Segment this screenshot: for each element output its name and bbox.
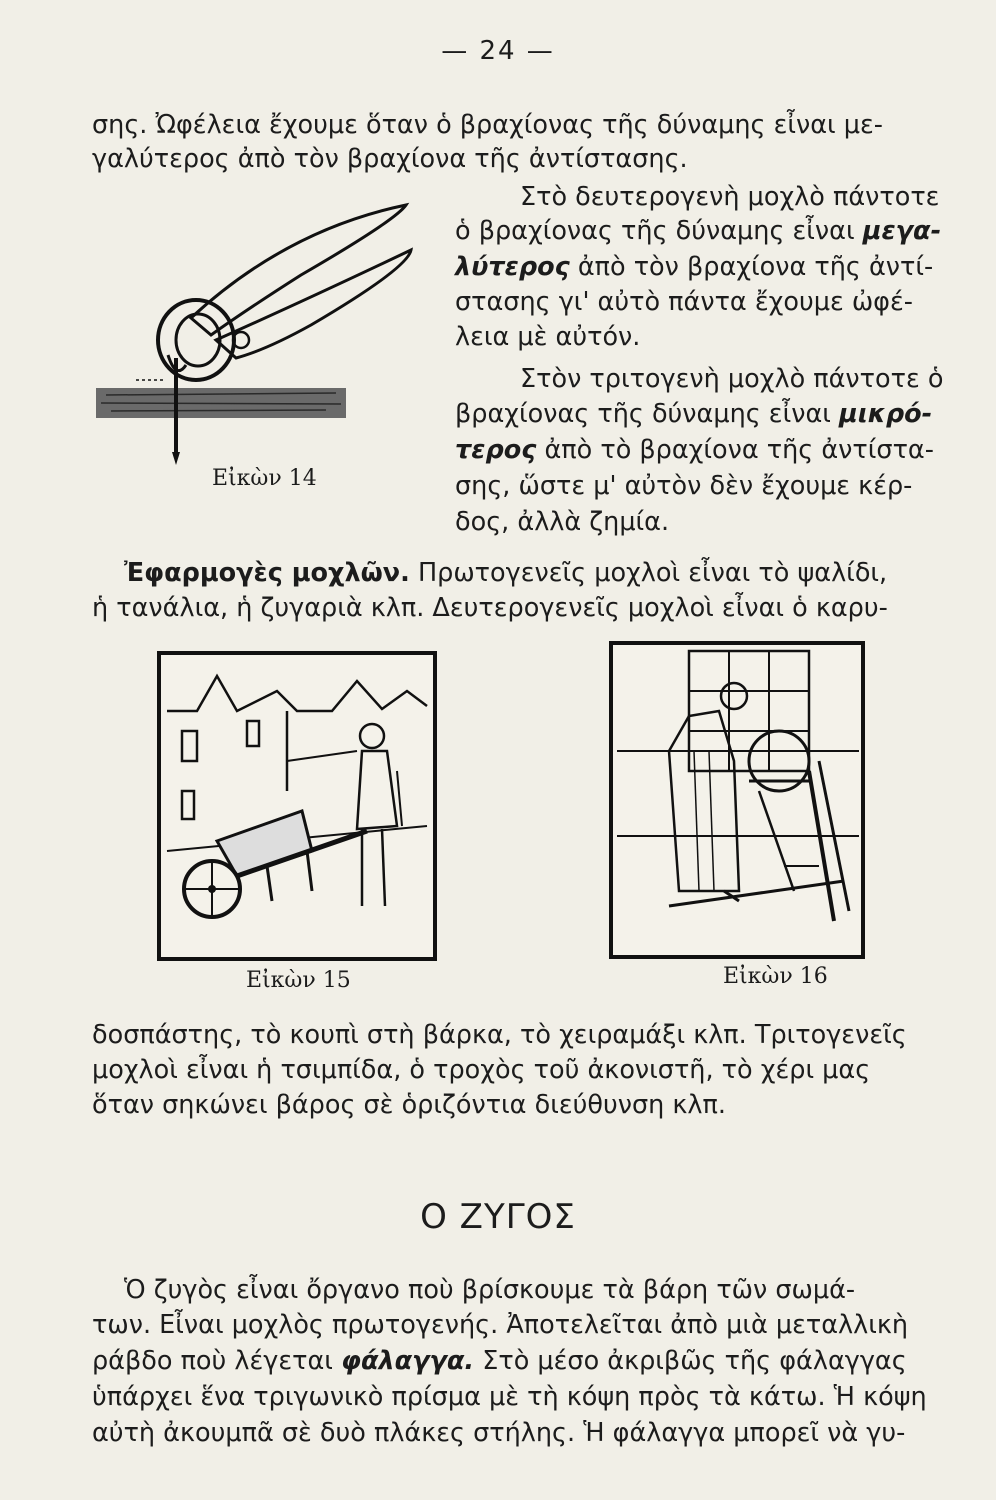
text-line: Στὸ δευτερογενὴ μοχλὸ πάντοτε — [520, 182, 940, 212]
text-span: βραχίονας τῆς δύναμης εἶναι — [455, 399, 831, 429]
text-line: δος, ἀλλὰ ζημία. — [455, 507, 670, 537]
text-line — [92, 1344, 907, 1379]
text-line: γαλύτερος ἀπὸ τὸν βραχίονα τῆς ἀντίστασης. — [92, 144, 688, 174]
emphasis: φάλαγγα. — [341, 1346, 475, 1376]
text-line — [455, 433, 934, 468]
figure-caption: Εἰκὼν 16 — [723, 964, 828, 989]
text-span: ἀπὸ τὸ βραχίονα τῆς ἀντίστα- — [544, 435, 934, 465]
text-line: δοσπάστης, τὸ κουπὶ στὴ βάρκα, τὸ χειραμάξι κλπ. Τριτογενεῖς — [92, 1020, 907, 1050]
text-line — [455, 397, 932, 432]
text-line: σης. Ὠφέλεια ἔχουμε ὅταν ὁ βραχίονας τῆς δύναμης εἶναι με- — [92, 110, 883, 140]
page-number: — 24 — — [441, 36, 555, 66]
text-line: ὑπάρχει ἕνα τριγωνικὸ πρίσμα μὲ τὴ κόψη πρὸς τὰ κάτω. Ἡ κόψη — [92, 1382, 927, 1412]
text-line — [455, 250, 933, 285]
text-span: ἀπὸ τὸν βραχίονα τῆς ἀντί- — [577, 252, 934, 282]
text-line — [124, 556, 887, 591]
text-line: των. Εἶναι μοχλὸς πρωτογενής. Ἀποτελεῖται ἀπὸ μιὰ μεταλλικὴ — [92, 1310, 909, 1340]
figure-caption: Εἰκὼν 15 — [246, 968, 351, 993]
section-heading: Ἐφαρμογὲς μοχλῶν. — [124, 558, 410, 588]
emphasis: μεγα- — [862, 216, 942, 246]
text-line: Ὁ ζυγὸς εἶναι ὄργανο ποὺ βρίσκουμε τὰ βάρη τῶν σωμά- — [124, 1275, 856, 1305]
text-line: Στὸν τριτογενὴ μοχλὸ πάντοτε ὁ — [520, 364, 944, 394]
text-line: λεια μὲ αὐτόν. — [455, 322, 641, 352]
text-line: ὅταν σηκώνει βάρος σὲ ὁριζόντια διεύθυνση κλπ. — [92, 1090, 726, 1120]
text-line: ἡ τανάλια, ἡ ζυγαριὰ κλπ. Δευτερογενεῖς μοχλοὶ εἶναι ὁ καρυ- — [92, 593, 888, 623]
figure-caption: Εἰκὼν 14 — [212, 466, 317, 491]
text-line: σης, ὥστε μ' αὐτὸν δὲν ἔχουμε κέρ- — [455, 471, 913, 501]
figure-knife-grinder — [609, 641, 865, 959]
text-span: ράβδο ποὺ λέγεται — [92, 1346, 333, 1376]
text-line — [455, 214, 941, 249]
text-span: Στὸ μέσο ἀκριβῶς τῆς φάλαγγας — [482, 1346, 907, 1376]
figure-wheelbarrow — [157, 651, 437, 961]
text-span: ὁ βραχίονας τῆς δύναμης εἶναι — [455, 216, 855, 246]
text-line: αὐτὴ ἀκουμπᾶ σὲ δυὸ πλάκες στήλης. Ἡ φάλαγγα μπορεῖ νὰ γυ- — [92, 1418, 906, 1448]
text-line: μοχλοὶ εἶναι ἡ τσιμπίδα, ὁ τροχὸς τοῦ ἀκονιστῆ, τὸ χέρι μας — [92, 1055, 871, 1085]
text-line: στασης γι' αὐτὸ πάντα ἔχουμε ὠφέ- — [455, 287, 913, 317]
emphasis: λύτερος — [455, 252, 570, 282]
emphasis: μικρό- — [839, 399, 933, 429]
emphasis: τερος — [455, 435, 537, 465]
figure-pincers — [96, 190, 426, 470]
text-span: Πρωτογενεῖς μοχλοὶ εἶναι τὸ ψαλίδι, — [417, 558, 888, 588]
section-title: Ο ΖΥΓΟΣ — [420, 1197, 576, 1237]
